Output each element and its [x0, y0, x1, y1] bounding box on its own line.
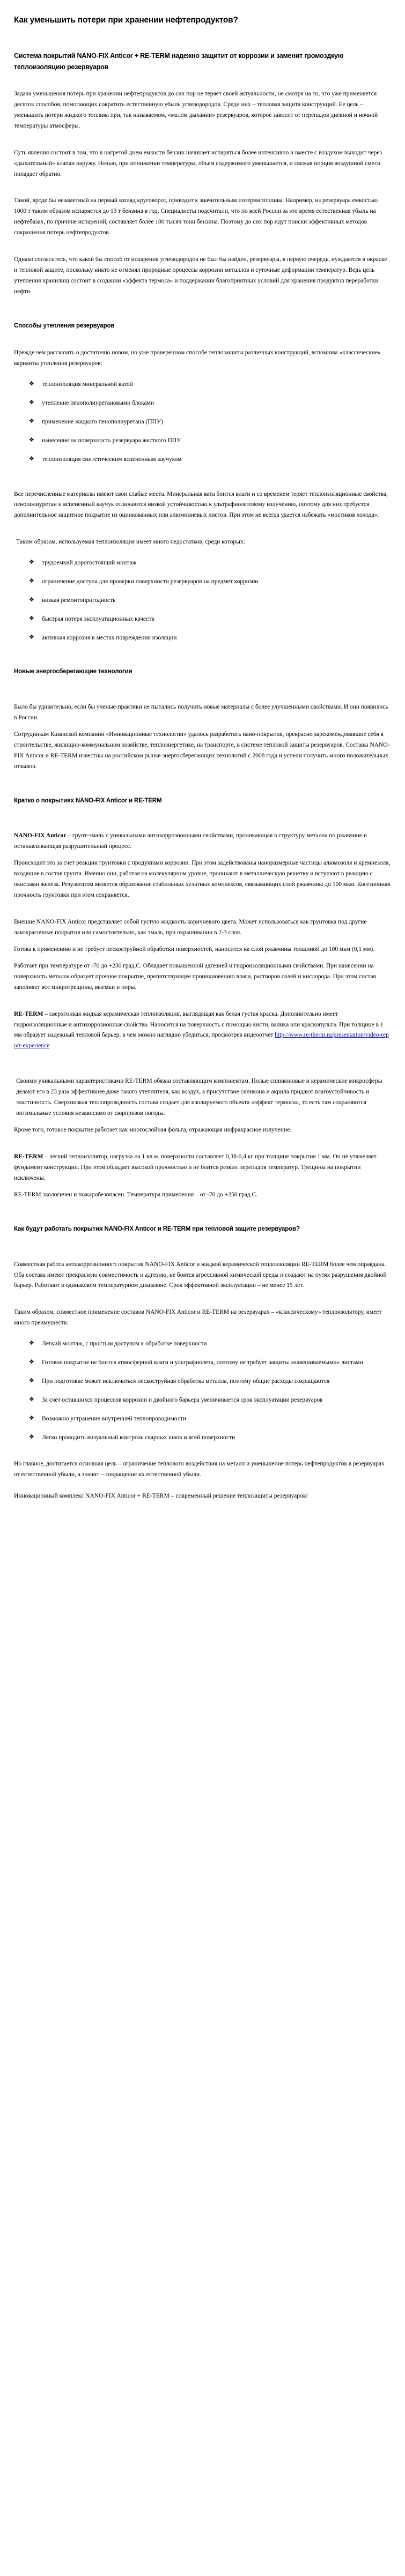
spacer	[14, 464, 391, 489]
product-name-nano-fix: NANO-FIX Anticor	[14, 832, 67, 839]
list-item-label: теплоизоляция синтетическим вспененным каучуком	[42, 455, 182, 463]
spacer	[14, 547, 391, 558]
list-item-label: При подготовке может исключаться пескоструйная обработка металла, поэтому общие расходы сокращаются	[42, 1378, 330, 1385]
list-item-label: теплоизоляция минеральной ватой	[42, 380, 133, 388]
re-term-description-paragraph	[14, 1009, 391, 1052]
spacer	[14, 1200, 391, 1225]
diamond-bullet-icon: ❖	[29, 1339, 34, 1347]
list-item	[29, 1339, 391, 1349]
product-name-re-term-2: RE-TERM	[14, 1153, 43, 1160]
methods-weakness-paragraph: Все перечисленные материалы имеют свои слабые места. Минеральная вата боится влаги и со временем теряет теплоизоляционные свойства, пенополиуретан и вспененный каучук отличаются низкой устойчивостью к ультрафиолетовому излучению, поэтому для них требуется дополнительное защитное покрытие из оцинкованных или алюминиевых листов. При этом не всегда удается избежать «мостиков холода».	[14, 490, 388, 519]
list-item-label: За счет оставшихся процессов коррозии и двойного барьера увеличивается срок эксплуатации резервуаров	[42, 1396, 323, 1404]
spacer	[14, 1328, 391, 1339]
nano-fix-reaction-paragraph: Происходит это за счет реакции грунтовки с продуктами коррозии. При этом задействованы наноразмерные частицы алюмозоля и кремнезоля, входящие в состав грунта. Именно они, работая на молекулярном уровне, проникают в металлическую решетку и вступают в реакцию с окислами железа. Результатом является образование стабильных хелатных комплексов, связывающих слой ржавчины до 100 мкм. Когезионная прочность грунтовки при этом сохраняется.	[14, 859, 391, 899]
insulation-drawbacks-list	[14, 558, 391, 643]
re-term-foil-paragraph: Кроме того, готовое покрытие работает как многослойная фольга, отражающая инфракрасное излучение.	[14, 1126, 292, 1134]
section-heading-new-technologies: Новые энергосберегающие технологии	[14, 668, 132, 675]
diamond-bullet-icon: ❖	[29, 379, 34, 387]
spacer	[14, 1291, 391, 1307]
spacer	[14, 1234, 391, 1259]
diamond-bullet-icon: ❖	[29, 1358, 34, 1366]
list-item	[29, 1433, 391, 1442]
spacer	[14, 938, 391, 944]
list-item-label: утепление пенополиуретановыми блоками	[42, 399, 154, 406]
list-item	[29, 1395, 391, 1405]
nano-fix-description-rest: – грунт-эмаль с уникальными антикоррозионными свойствами, проникающая в структуру металла по ржавчине и останавливающая разрушительный процесс.	[14, 832, 367, 850]
spacer	[14, 1480, 391, 1491]
diamond-bullet-icon: ❖	[29, 577, 34, 585]
intro-paragraph-4: Однако согласитесь, что какой бы способ от испарения углеводородов не был бы найден, резервуары, в первую очередь, нуждаются в окраске и тепловой защите, поскольку никто не отменял природные процессы коррозии металлов и суточные деформации температур. Ведь цель утепления хранилищ состоит в создании «эффекта термоса» и поддержании благоприятных условий для хранения продуктов переработки нефти.	[14, 256, 387, 295]
diamond-bullet-icon: ❖	[29, 398, 34, 406]
list-item-label: быстрая потеря эксплуатационных качеств	[42, 615, 154, 623]
re-term-weight-paragraph	[14, 1151, 391, 1183]
list-item-label: Возможно устранение внутренней теплопроводимости	[42, 1415, 187, 1423]
re-term-description-rest: – сверхтонкая жидкая керамическая теплоизоляция, выглядящая как белая густая краска. Дополнительно имеет гидроизоляционные и антикоррозионные свойства. Наносится на поверхность с помощью кисти, валика или краскопульта. При толщине в 1 мм образует надежный тепловой барьер, в чем можно наглядно убедиться, просмотрев видеоотчет	[14, 1010, 384, 1039]
diamond-bullet-icon: ❖	[29, 436, 34, 443]
re-term-weight-rest: – легкий теплоизолятор, нагрузка на 1 кв.м. поверхности составляет 0,38-0,4 кг при толщине покрытия 1 мм. Он не утяжеляет фундамент конструкции. При этом обладает высокой прочностью и не боится резких перепадов температур. Трещины на покрытии исключены.	[14, 1153, 377, 1181]
diamond-bullet-icon: ❖	[29, 596, 34, 604]
list-item	[29, 1414, 391, 1424]
list-item-label: ограничение доступа для проверки поверхности резервуаров на предмет коррозии	[42, 578, 259, 585]
diamond-bullet-icon: ❖	[29, 1396, 34, 1403]
intro-paragraph-1: Задача уменьшения потерь при хранении нефтепродуктов до сих пор не теряет своей актуальности, не смотря на то, что уже применяется десяток способов, помогающих сократить естественную убыль углеводородов. Среди них – тепловая защита конструкций. Ее цель – уменьшить потери жидкого топлива при, так называемом, «малом дыхании» резервуаров, которое зависит от перепадов дневной и ночной температуры атмосферы.	[14, 90, 378, 129]
spacer	[14, 1135, 391, 1151]
intro-paragraph-3: Такой, вроде бы незаметный на первый взгляд круговорот, приводит к значительным потерям топлива. Например, из резервуара емкостью 1000 т таким образом испаряется до 13 т бензина в год. Специалисты подсчитали, что по всей России за это время естественная убыль на нефтебазах, по причине испарений, составляет более 100 тысяч тонн бензина. Поэтому до сих пор идут поиски эффективных методов сокращения потерь нефтепродуктов.	[14, 197, 378, 236]
section-heading-briefly-about-coatings: Кратко о покрытиях NANO-FIX Anticor и RE-TERM	[14, 797, 162, 804]
list-item	[29, 614, 391, 624]
spacer	[14, 179, 391, 195]
list-item-label: Готовое покрытие не боится атмосферной влаги и ультрафиолета, поэтому не требует защиты «навешиваемыми» листами	[42, 1359, 363, 1366]
nano-fix-appearance-paragraph: Внешне NANO-FIX Anticor представляет собой густую жидкость коричневого цвета. Может использоваться как грунтовка под другие лакокрасочные покрытия или самостоятельно, как эмаль, при окрашивании в 2-3 слоя.	[14, 918, 367, 936]
new-tech-paragraph-2: Сотрудникам Казанской компании «Инновационные технологии» удалось разработать нано-покрытия, прекрасно зарекомендовавшие себя в строительстве, жилищно-коммунальном хозяйстве, теплоэнергетике, на транспорте, в системе тепловой защиты резервуаров. Составы NANO-FIX Anticor и RE-TERM известны на российском рынке энергосберегающих технологий с 2008 года и успели получить много положительных отзывов.	[14, 730, 390, 770]
drawbacks-intro-paragraph: Таким образом, используемая теплоизоляция имеет много недостатков, среди которых:	[16, 538, 245, 546]
spacer	[14, 369, 391, 379]
list-item	[29, 379, 391, 389]
spacer	[14, 955, 391, 961]
methods-intro-paragraph: Прежде чем рассказать о достаточно новом, но уже проверенном способе теплозащиты различных конструкций, вспомним «классические» варианты утепления резервуаров:	[14, 348, 381, 367]
list-item	[29, 595, 391, 605]
diamond-bullet-icon: ❖	[29, 1414, 34, 1422]
nano-fix-temperature-paragraph: Работает при температуре от -70 до +230 град.С. Обладает повышенной адгезией и гидроизоляционными свойствами. При нанесении на поверхность металла образует прочное покрытие, препятствующее проникновению влаги, растворов солей и кислорода. При этом состав заполняет все микротрещины, выемки и поры.	[14, 962, 376, 991]
diamond-bullet-icon: ❖	[29, 455, 34, 462]
spacer	[14, 772, 391, 796]
lead-paragraph: Система покрытий NANO-FIX Anticor + RE-TERM надежно защитит от коррозии и заменит громоздкую теплоизоляцию резервуаров	[14, 52, 344, 71]
list-item	[29, 455, 391, 464]
section-heading-methods: Способы утепления резервуаров	[14, 322, 115, 329]
spacer	[14, 297, 391, 322]
list-item	[29, 558, 391, 568]
re-term-components-paragraph: Своими уникальными характеристиками RE-TERM обязан составляющим компонентам. Полые силиконовые и керамические микросферы делают его в 23 раза эффективнее даже такого утеплителя, как воздух, а присутствие силикона и акрила придают влагоустойчивость и эластичность. Сверхнизкая теплопроводность состава создает для изолируемого объекта «эффект термоса», то есть там сохраняются оптимальные условия независимо от сюрпризов погоды.	[16, 1077, 382, 1117]
advantages-list	[14, 1339, 391, 1442]
spacer	[14, 900, 391, 917]
closing-statement: Инновационный комплекс NANO-FIX Anticor + RE-TERM – современный решение теплозащиты резервуаров!	[14, 1492, 308, 1499]
spacer	[14, 1119, 391, 1125]
diamond-bullet-icon: ❖	[29, 417, 34, 425]
spacer	[14, 520, 391, 537]
product-name-re-term: RE-TERM	[14, 1010, 43, 1017]
list-item-label: низкая ремонтопригодность	[42, 597, 116, 604]
diamond-bullet-icon: ❖	[29, 634, 34, 641]
list-item	[29, 577, 391, 586]
spacer	[14, 993, 391, 1009]
spacer	[14, 238, 391, 254]
list-item	[29, 1358, 391, 1367]
list-item-label: Легкий монтаж, с простым доступом к обработке поверхности	[42, 1340, 207, 1347]
section-heading-how-coatings-work: Как будут работать покрытия NANO-FIX Anticor и RE-TERM при тепловой защите резервуаров?	[14, 1225, 300, 1232]
video-report-link[interactable]: http://www.re-therm.ru/presentation/video-report-experience	[14, 1031, 389, 1049]
page-title: Как уменьшить потери при хранении нефтепродуктов?	[14, 16, 238, 25]
list-item-label: Легко проводить визуальный контроль сварных швов и всей поверхности	[42, 1434, 235, 1441]
list-item	[29, 436, 391, 445]
conclusion-paragraph: Но главное, достигается основная цель – ограничение теплового воздействия на металл и уменьшение потерь нефтепродуктов в резервуарах от естественной убыли, а значит – сокращение их естественной убыли.	[14, 1460, 385, 1478]
spacer	[14, 677, 391, 702]
nano-fix-description-paragraph	[14, 830, 391, 852]
spacer	[14, 806, 391, 830]
spacer	[14, 1183, 391, 1189]
diamond-bullet-icon: ❖	[29, 1377, 34, 1384]
list-item	[29, 1376, 391, 1386]
list-item-label: трудоемкий дорогостоящий монтаж	[42, 559, 137, 567]
joint-work-paragraph: Совместная работа антикоррозионного покрытия NANO-FIX Anticor и жидкой керамической теплоизоляции RE-TERM более чем оправдана. Оба состава имеют прекрасную совместимость и адгезию, не боятся агрессивной химической среды и создают на путях разрушения двойной барьер. Работают в одинаковом температурном диапазоне. Срок эффективной эксплуатации – не менее 15 лет.	[14, 1260, 387, 1289]
list-item	[29, 417, 391, 427]
list-item	[29, 398, 391, 408]
spacer	[14, 331, 391, 347]
spacer	[14, 26, 391, 50]
diamond-bullet-icon: ❖	[29, 615, 34, 622]
spacer	[14, 1442, 391, 1458]
spacer	[14, 723, 391, 729]
diamond-bullet-icon: ❖	[29, 1433, 34, 1441]
spacer	[14, 1051, 391, 1076]
insulation-methods-list	[14, 379, 391, 464]
list-item-label: нанесение на поверхность резервуара жесткого ППУ	[42, 436, 181, 444]
spacer	[14, 852, 391, 858]
nano-fix-readiness-paragraph: Готова к применению и не требует пескоструйной обработки поверхностей, наносится на слой ржавчины толщиной до 100 мкм (0,1 мм).	[14, 945, 375, 952]
list-item	[29, 633, 391, 643]
re-term-ecology-paragraph: RE-TERM экологичен и пожаробезопасен. Температура применения – от -70 до +250 град.С.	[14, 1190, 258, 1198]
diamond-bullet-icon: ❖	[29, 559, 34, 566]
intro-paragraph-2: Суть явления состоит в том, что в нагретой днем емкости бензин начинает испаряться более интенсивно и вместе с воздухом выходит через «дыхательный» клапан наружу. Ночью, при понижении температуры, объем содержимого уменьшается, и свежая порция воздушной смеси попадает обратно.	[14, 148, 382, 177]
spacer	[14, 643, 391, 667]
spacer	[14, 72, 391, 88]
spacer	[14, 131, 391, 147]
list-item-label: активная коррозия в местах повреждения изоляции	[42, 634, 177, 642]
advantages-intro-paragraph: Таким образом, совместное применение составов NANO-FIX Anticor и RE-TERM на резервуарах – «классическому» теплоизолятору, имеет много преимуществ:	[14, 1308, 382, 1327]
new-tech-paragraph-1: Было бы удивительно, если бы ученые-практики не пытались получить новые материалы с более улучшенными свойствами. И они появились в России.	[14, 703, 388, 721]
list-item-label: применение жидкого пенополиуретана (ППУ)	[42, 418, 163, 425]
